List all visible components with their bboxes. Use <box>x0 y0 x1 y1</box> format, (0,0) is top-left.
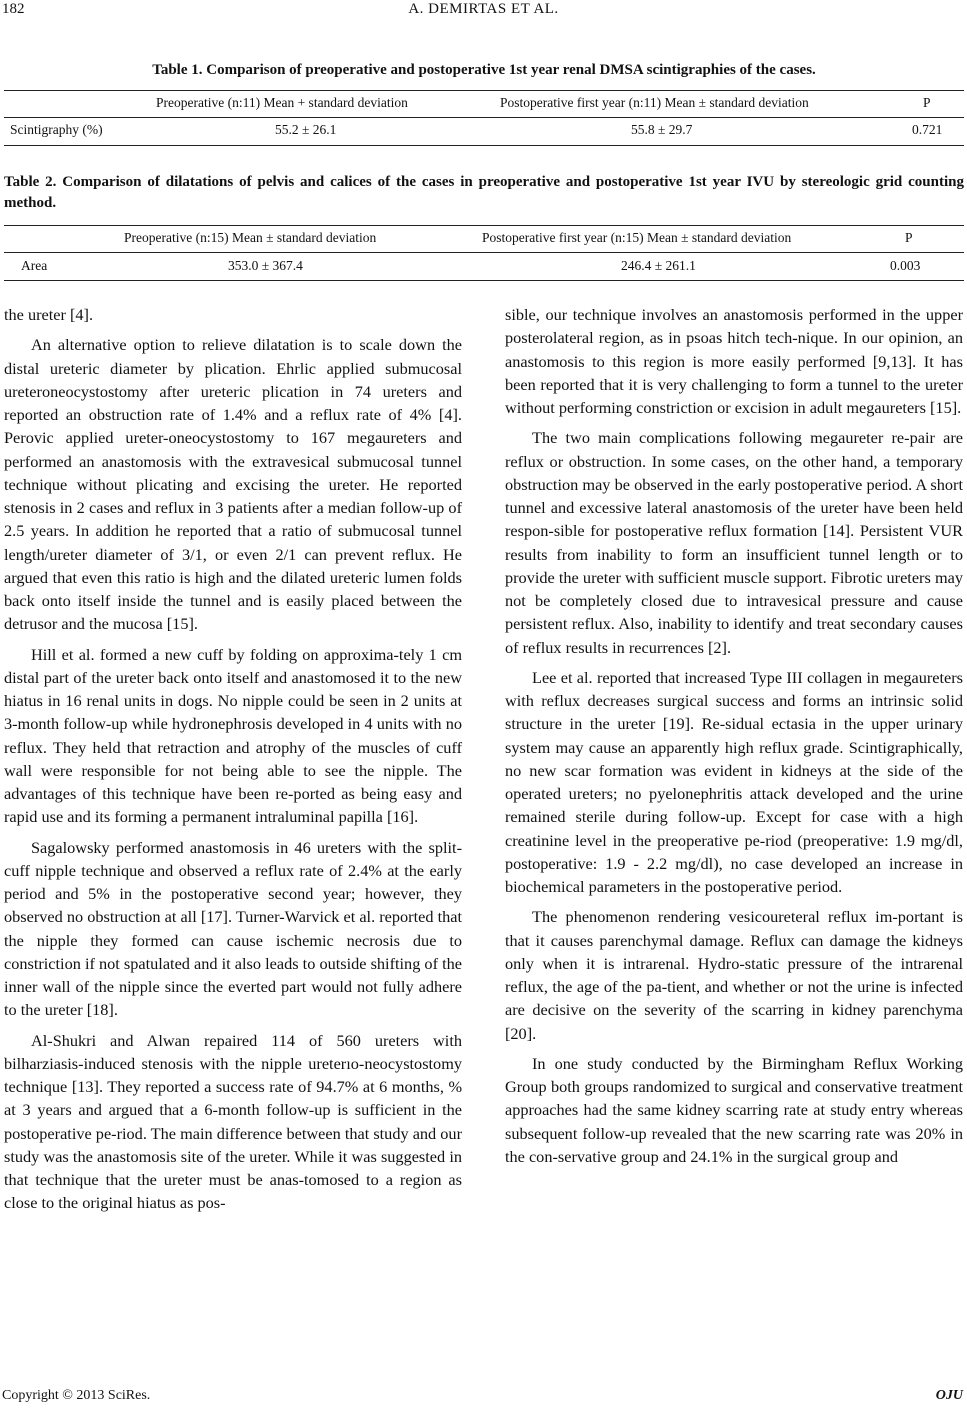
table2-cell-post: 246.4 ± 261.1 <box>621 258 696 273</box>
table2-header-pre: Preoperative (n:15) Mean ± standard deviation <box>124 230 377 245</box>
running-header <box>0 0 967 30</box>
table-rule <box>4 90 964 91</box>
paragraph: sible, our technique involves an anastomosis performed in the upper posterolateral region, as in psoas hitch tech-nique. In our opinion, an anastomosis to this region is more easily performed [9,13]. It has been reported that it is very challenging to form a tunnel to the ureter without performing constriction or excision in adult megaureters [15]. <box>505 305 963 417</box>
paragraph: The phenomenon rendering vesicoureteral reflux im-portant is that it causes parenchymal damage. Reflux can damage the kidneys only when it is intrarenal. Hydro-static pressure of the intrarenal reflux, the age of the pa-tient, and whether or not the urine is infected are decisive on the severity of the scarring in kidney parenchyma [20]. <box>505 907 963 1043</box>
copyright: Copyright © 2013 SciRes. <box>2 1388 151 1403</box>
table-rule <box>4 145 964 146</box>
paragraph: Lee et al. reported that increased Type III collagen in megaureters with reflux decreases surgical success and forms an intrinsic solid structure in the ureter [19]. Re-sidual ectasia in the upper urinary system may cause an apparently high reflux grade. Scintigraphically, no new scar formation was evident in kidneys at the side of the operated ureters; no pyelonephritis attack developed and the urine remained sterile during follow-up. Except for case with a high creatinine level in the preoperative pe-riod (preoperative: 1.9 mg/dl, postoperative: 1.9 - 2.2 mg/dl), no case developed an increase in biochemical parameters in the postoperative period. <box>505 667 963 896</box>
table1-header-post: Postoperative first year (n:11) Mean ± standard deviation <box>500 95 809 110</box>
table2-header-p: P <box>905 230 913 245</box>
table2-header-post: Postoperative first year (n:15) Mean ± standard deviation <box>482 230 792 245</box>
table2-cell-pre: 353.0 ± 367.4 <box>228 258 303 273</box>
paragraph: the ureter [4]. <box>4 305 94 324</box>
table1-cell-post: 55.8 ± 29.7 <box>631 122 693 137</box>
paragraph: The two main complications following megaureter re-pair are reflux or obstruction. In some cases, on the other hand, a temporary obstruction may be observed in the early postoperative period. A short tunnel and excessive lateral anastomosis of the ureter have been held respon-sible for postoperative reflux formation [14]. Persistent VUR results from inability to form an insufficient tunnel length or to provide the ureter with sufficient muscle support. Fibrotic ureters may not be completely closed due to intravesical pressure and cause persistent reflux. Also, inability to identify and treat secondary causes of reflux results in recurrences [2]. <box>505 428 963 657</box>
table2-row-label: Area <box>21 258 48 273</box>
table2 <box>4 222 964 284</box>
paragraph: Al-Shukri and Alwan repaired 114 of 560 ureters with bilharziasis-induced stenosis with the nipple ureterıo-neocystostomy technique [13]. They reported a success rate of 94.7% at 6 months, % at 3 years and argued that a 6-month follow-up is sufficient in the postoperative pe-riod. The main difference between that study and our study was the anastomosis site of the ureter. While it was suggested in that technique that the ureter must be anas-tomosed to a region as close to the original hiatus as pos- <box>4 1030 462 1213</box>
table-rule <box>4 280 964 281</box>
table1-caption: Table 1. Comparison of preoperative and postoperative 1st year renal DMSA scintigraphies of the cases. <box>152 62 816 78</box>
table-rule <box>4 117 964 118</box>
paragraph: In one study conducted by the Birmingham Reflux Working Group both groups randomized to surgical and conservative treatment approaches had the same kidney scarring rate at study entry whereas subsequent follow-up revealed that the new scarring rate was 20% in the con-servative group and 24.1% in the surgical group and <box>505 1053 963 1166</box>
left-column <box>4 303 462 1215</box>
table-rule <box>4 225 964 226</box>
running-authors: A. DEMIRTAS ET AL. <box>408 1 559 17</box>
journal-name: OJU <box>935 1388 963 1403</box>
table2-caption: Table 2. Comparison of dilatations of pelvis and calices of the cases in preoperative and postoperative 1st year IVU by stereologic grid counting method. <box>4 174 964 211</box>
table1-cell-pre: 55.2 ± 26.1 <box>275 122 337 137</box>
paragraph: Hill et al. formed a new cuff by folding on approxima-tely 1 cm distal part of the ureter back onto itself and anastomosed it to the new hiatus in 16 renal units in dogs. No nipple could be seen in 2 units at 3-month follow-up while hydronephrosis developed in 4 units with no reflux. They held that retraction and atrophy of the muscles of cuff wall were responsible for not being able to see the nipple. The advantages of this technique have been re-ported as being easy and rapid use and its forming a permanent intraluminal papilla [16]. <box>4 644 462 827</box>
page-number: 182 <box>2 1 25 17</box>
table1-header-pre: Preoperative (n:11) Mean + standard deviation <box>156 95 408 110</box>
table1-row-label: Scintigraphy (%) <box>10 122 103 137</box>
paragraph: An alternative option to relieve dilatation is to scale down the distal ureteric diameter by plication. Ehrlic applied submucosal ureteroneocystostomy after ureteric plication in 74 ureters and reported an obstruction rate of 1.4% and a reflux rate of 4% [4]. Perovic applied ureter-oneocystostomy to 167 megaureters and performed an anastomosis with the extravesical submucosal tunnel technique without plicating and excising the ureter. He reported stenosis in 2 cases and reflux in 3 patients after a median follow-up of 2.5 years. In addition he reported that a ratio of submucosal tunnel length/ureter diameter of 3/1, or even 2/1 can prevent reflux. He argued that even this ratio is high and the dilated ureteric lumen folds back onto itself inside the tunnel and is easily placed between the detrusor and the mucosa [15]. <box>4 335 462 634</box>
paragraph: Sagalowsky performed anastomosis in 46 ureters with the split-cuff nipple technique and observed a reflux rate of 2.4% at the early period and 5% in the postoperative second year; however, they observed no obstruction at all [17]. Turner-Warvick et al. reported that the nipple they formed can cause ischemic necrosis due to constriction if not spatulated and it also leads to outside shifting of the inner wall of the nipple since the everted part would not fully adhere to the ureter [18]. <box>4 837 462 1020</box>
table2-cell-p: 0.003 <box>890 258 921 273</box>
right-column <box>505 303 963 1168</box>
table1-cell-p: 0.721 <box>912 122 943 137</box>
table-rule <box>4 252 964 253</box>
table1-header-p: P <box>923 95 931 110</box>
table1 <box>4 87 964 149</box>
